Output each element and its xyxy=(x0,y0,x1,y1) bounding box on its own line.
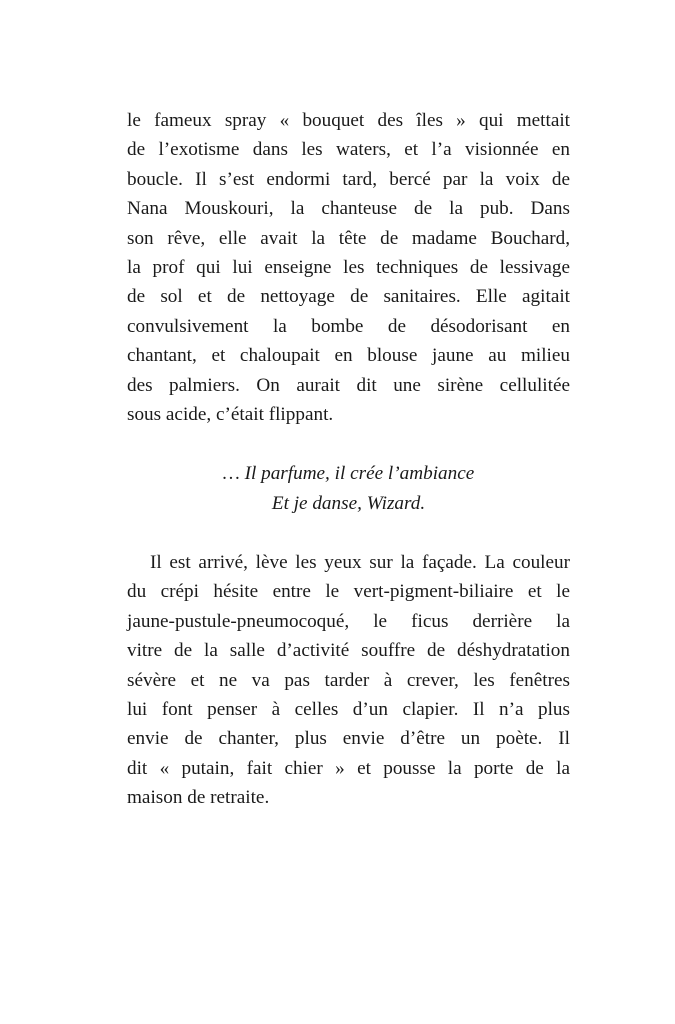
text-line: envie de chanter, plus envie d’être un poète. Il xyxy=(127,728,570,750)
text-line: boucle. Il s’est endormi tard, bercé par la voix de xyxy=(127,168,570,190)
text-line: Nana Mouskouri, la chanteuse de la pub. Dans xyxy=(127,198,570,220)
text-line: la prof qui lui enseigne les techniques de lessivage xyxy=(127,256,570,278)
text-line: jaune-pustule-pneumocoqué, le ficus derrière la xyxy=(127,610,570,632)
verse-quote xyxy=(127,459,570,518)
text-line: de sol et de nettoyage de sanitaires. Elle agitait xyxy=(127,286,570,308)
text-line: lui font penser à celles d’un clapier. Il n’a plus xyxy=(127,699,570,721)
text-line: du crépi hésite entre le vert-pigment-biliaire et le xyxy=(127,581,570,603)
text-line: son rêve, elle avait la tête de madame Bouchard, xyxy=(127,227,570,249)
text-line: Il est arrivé, lève les yeux sur la façade. La couleur xyxy=(150,552,570,574)
spacer xyxy=(127,429,570,459)
text-line: dit « putain, fait chier » et pousse la porte de la xyxy=(127,757,570,779)
spacer xyxy=(127,518,570,548)
page-text-block xyxy=(127,106,570,813)
text-line: maison de retraite. xyxy=(127,787,270,809)
text-line: sous acide, c’était flippant. xyxy=(127,403,334,425)
text-line: chantant, et chaloupait en blouse jaune au milieu xyxy=(127,345,570,367)
paragraph-1 xyxy=(127,106,570,429)
paragraph-2 xyxy=(127,548,570,813)
text-line: de l’exotisme dans les waters, et l’a visionnée en xyxy=(127,139,570,161)
text-line: des palmiers. On aurait dit une sirène cellulitée xyxy=(127,374,570,396)
verse-line: Et je danse, Wizard. xyxy=(271,492,426,514)
text-line: convulsivement la bombe de désodorisant en xyxy=(127,315,570,337)
verse-line: … Il parfume, il crée l’ambiance xyxy=(222,463,475,485)
text-line: vitre de la salle d’activité souffre de déshydratation xyxy=(127,640,570,662)
text-line: sévère et ne va pas tarder à crever, les fenêtres xyxy=(127,669,570,691)
text-line: le fameux spray « bouquet des îles » qui mettait xyxy=(127,110,570,131)
